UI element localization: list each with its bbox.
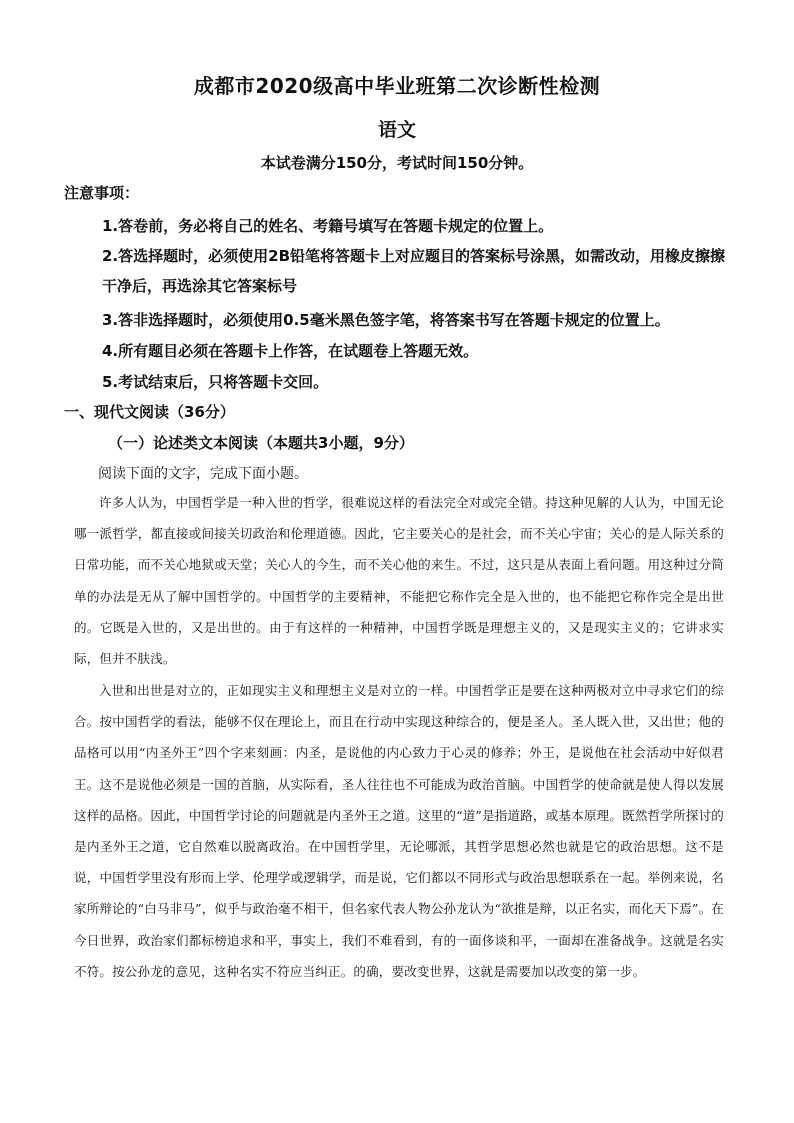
note-item: 5.考试结束后，只将答题卡交回。: [102, 373, 329, 391]
note-item: 1.答卷前，务必将自己的姓名、考籍号填写在答题卡规定的位置上。: [102, 217, 554, 235]
passage-paragraph: 许多人认为，中国哲学是一种入世的哲学，很难说这样的看法完全对或完全错。持这种见解的人认为，中国无论哪一派哲学，都直接或间接关切政治和伦理道德。因此，它主要关心的是社会，而不关心宇宙；关心的是人际关系的日常功能，而不关心地狱或天堂；关心人的今生，而不关心他的来生。不过，这只是从表面上看问题。用这种过分简单的办法是无从了解中国哲学的。中国哲学的主要精神，不能把它称作完全是入世的，也不能把它称作完全是出世的。它既是入世的，又是出世的。由于有这样的一种精神，中国哲学既是理想主义的，又是现实主义的；它讲求实际，但并不肤浅。: [74, 495, 724, 667]
note-item: 4.所有题目必须在答题卡上作答，在试题卷上答题无效。: [102, 342, 479, 360]
note-item: 2.答选择题时，必须使用2B铅笔将答题卡上对应题目的答案标号涂黑，如需改动，用橡皮擦擦干净后，再选涂其它答案标号: [102, 247, 726, 295]
subject-title: 语文: [377, 119, 416, 141]
notes-heading: 注意事项：: [64, 184, 140, 202]
note-item: 3.答非选择题时，必须使用0.5毫米黑色签字笔，将答案书写在答题卡规定的位置上。: [102, 311, 670, 329]
subsection-heading: （一）论述类文本阅读（本题共3小题，9分）: [108, 434, 414, 452]
passage-paragraph: 入世和出世是对立的，正如现实主义和理想主义是对立的一样。中国哲学正是要在这种两极对立中寻求它们的综合。按中国哲学的看法，能够不仅在理论上，而且在行动中实现这种综合的，便是圣人。圣人既入世，又出世；他的品格可以用“内圣外王”四个字来刻画：内圣，是说他的内心致力于心灵的修养；外王，是说他在社会活动中好似君王。这不是说他必须是一国的首脑，从实际看，圣人往往也不可能成为政治首脑。中国哲学的使命就是使人得以发展这样的品格。因此，中国哲学讨论的问题就是内圣外王之道。这里的“道”是指道路，或基本原理。既然哲学所探讨的是内圣外王之道，它自然难以脱离政治。在中国哲学里，无论哪派，其哲学思想必然也就是它的政治思想。这不是说，中国哲学里没有形而上学、伦理学或逻辑学，而是说，它们都以不同形式与政治思想联系在一起。举例来说，名家所辩论的“白马非马”，似乎与政治毫不相干，但名家代表人物公孙龙认为“欲推是辩，以正名实，而化天下焉”。在今日世界，政治家们都标榜追求和平，事实上，我们不难看到，有的一面侈谈和平，一面却在准备战争。这就是名实不符。按公孙龙的意见，这种名实不符应当纠正。的确，要改变世界，这就是需要加以改变的第一步。: [74, 683, 724, 979]
section-heading: 一、现代文阅读（36分）: [64, 403, 235, 421]
exam-info: 本试卷满分150分，考试时间150分钟。: [260, 154, 534, 172]
exam-title: 成都市2020级高中毕业班第二次诊断性检测: [193, 74, 601, 98]
reading-instruction: 阅读下面的文字，完成下面小题。: [98, 466, 308, 482]
